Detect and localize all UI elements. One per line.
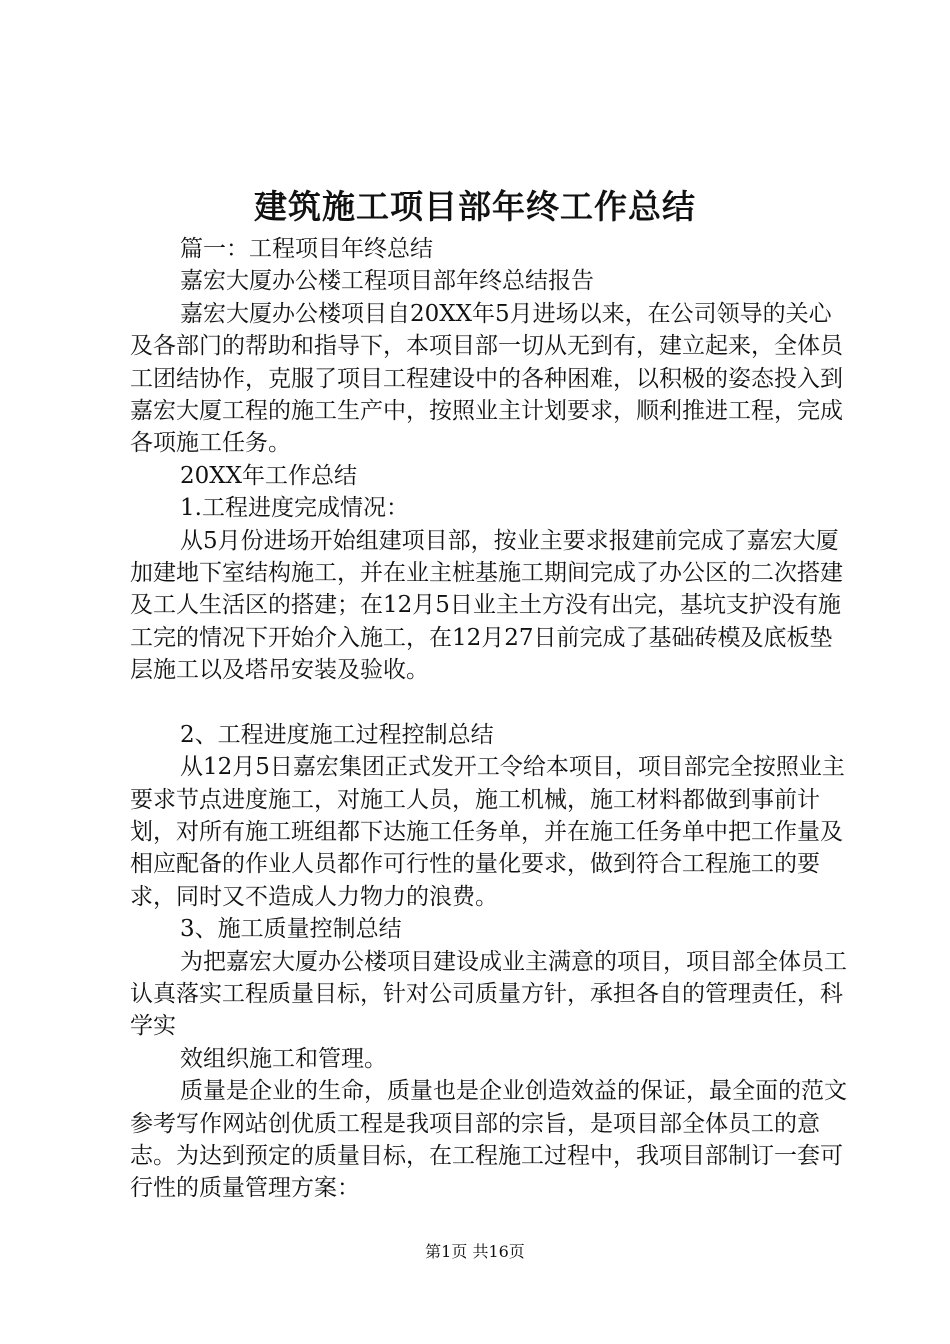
body-paragraph: 效组织施工和管理。 xyxy=(180,1045,387,1072)
body-paragraph: 质量是企业的生命，质量也是企业创造效益的保证，最全面的范文参考写作网站创优质工程是我项目部的宗旨，是项目部全体员工的意志。为达到预定的质量目标，在工程施工过程中，我项目部制订一套可行性的质量管理方案： xyxy=(130,1078,847,1202)
body-paragraph: 从12月5日嘉宏集团正式发开工令给本项目，项目部完全按照业主要求节点进度施工，对施工人员，施工机械，施工材料都做到事前计划，对所有施工班组都下达施工任务单，并在施工任务单中把工作量及相应配备的作业人员都作可行性的量化要求，做到符合工程施工的要求，同时又不造成人力物力的浪费。 xyxy=(130,754,845,910)
document-body xyxy=(130,233,850,1205)
page-number: 第1页 共16页 xyxy=(425,1242,525,1261)
document-title: 建筑施工项目部年终工作总结 xyxy=(254,187,696,226)
subheading: 2、工程进度施工过程控制总结 xyxy=(180,721,494,748)
report-title: 嘉宏大厦办公楼工程项目部年终总结报告 xyxy=(180,268,594,295)
page-footer xyxy=(0,1240,950,1264)
subheading: 1.工程进度完成情况： xyxy=(180,495,409,522)
body-paragraph: 为把嘉宏大厦办公楼项目建设成业主满意的项目，项目部全体员工认真落实工程质量目标，针对公司质量方针，承担各自的管理责任，科学实 xyxy=(130,948,847,1040)
body-paragraph: 嘉宏大厦办公楼项目自20XX年5月进场以来，在公司领导的关心及各部门的帮助和指导下，本项目部一切从无到有，建立起来，全体员工团结协作，克服了项目工程建设中的各种困难，以积极的姿态投入到嘉宏大厦工程的施工生产中，按照业主计划要求，顺利推进工程，完成各项施工任务。 xyxy=(130,300,843,457)
subheading: 3、施工质量控制总结 xyxy=(180,916,402,943)
section-heading: 篇一：工程项目年终总结 xyxy=(180,236,433,262)
body-paragraph: 从5月份进场开始组建项目部，按业主要求报建前完成了嘉宏大厦加建地下室结构施工，并在业主桩基施工期间完成了办公区的二次搭建及工人生活区的搭建；在12月5日业主土方没有出完，基坑支护没有施工完的情况下开始介入施工，在12月27日前完成了基础砖模及底板垫层施工以及塔吊安装及验收。 xyxy=(130,527,843,684)
subheading: 20XX年工作总结 xyxy=(180,462,358,489)
